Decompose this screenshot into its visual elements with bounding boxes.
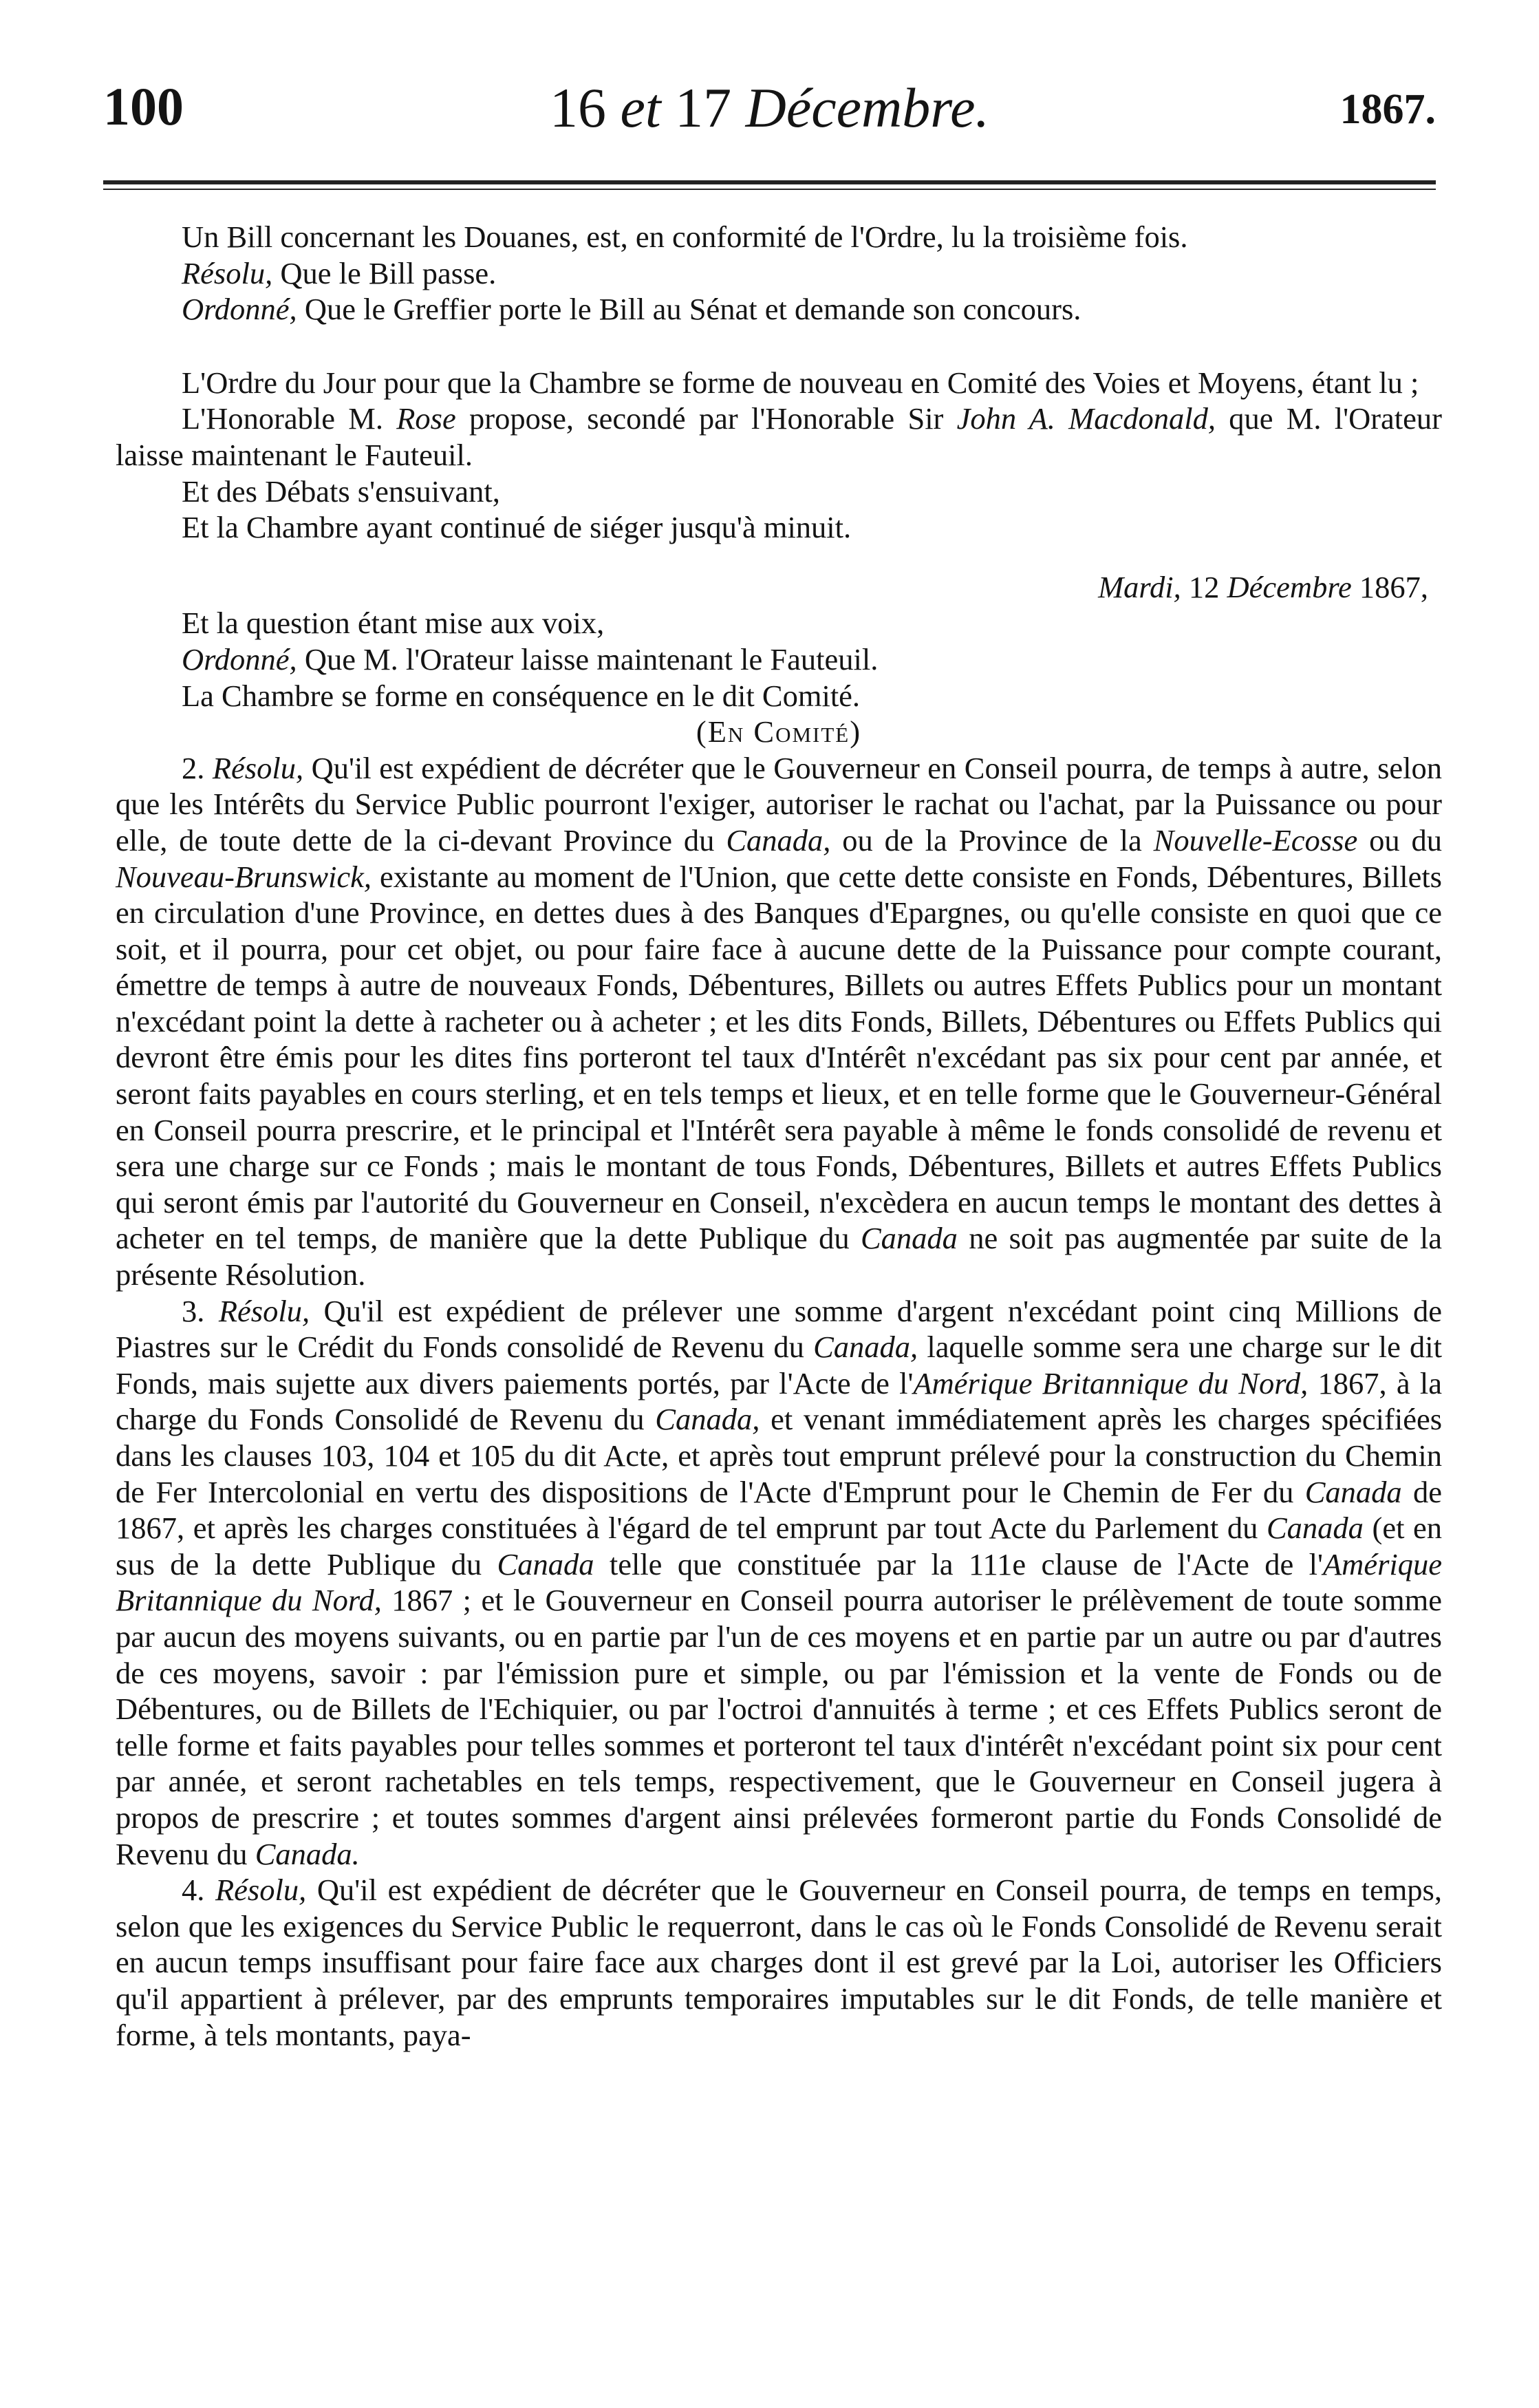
running-year: 1867. — [1339, 86, 1436, 133]
resolution-text: 1867 ; et le Gouverneur en Conseil pourra autoriser le prélèvement de toute somme par aucun des moyens suivants, ou en partie par l'un de ces moyens et en partie par un autre ou par d'autres de ces moyens, savoir : par l'émission pure et simple, ou par l'émission et la vente de Fonds ou de Débentures, ou de Billets de l'Echiquier, ou par l'octroi d'annuités à terme ; et ces Effets Publics seront de telle forme et faits payables pour telles sommes et porteront tel taux d'intérêt n'excédant point six pour cent par année, et seront rachetables en tels temps, respectivement, que le Gouverneur en Conseil jugera à propos de prescrire ; et toutes sommes d'argent ainsi prélevées formeront partie du Fonds Consolidé de Revenu du — [116, 1583, 1442, 1871]
resolution-text: telle que constituée par la 111e clause de l'Acte de l' — [609, 1546, 1323, 1581]
ordonne-label: Ordonné, — [182, 641, 297, 676]
resolution-text: ou de la Province de la — [842, 822, 1142, 857]
resolution-text: laquelle somme sera une charge sur le dit Fonds, mais sujette aux divers paiements portés, par l'Acte de l' — [116, 1330, 1443, 1400]
resolution-2 — [116, 750, 1442, 1293]
paragraph-debates: Et des Débats s'ensuivant, — [182, 473, 500, 509]
resolution-text: (et en sus de la dette Publique du — [116, 1511, 1443, 1581]
paragraph-text: Que le Bill passe. — [280, 255, 497, 290]
resolution-text: de 1867, et après les charges constituées à l'égard de tel emprunt par tout Acte du Parlement du — [116, 1474, 1443, 1546]
member-name-macdonald: John A. Macdonald, — [956, 401, 1216, 436]
resolution-number: 3. — [182, 1293, 205, 1328]
resolution-text: et venant immédiatement après les charges spécifiées dans les clauses 103, 104 et 105 du dit Acte, et après tout emprunt prélevé pour la construction du Chemin de Fer Intercolonial en vertu des dispositions de l'Acte d'Emprunt pour le Chemin de Fer du — [116, 1402, 1443, 1509]
place-name: Nouveau-Brunswick, — [116, 859, 372, 894]
title-day-2: 17 — [675, 76, 732, 139]
resolution-text: ou du — [1369, 822, 1443, 857]
paragraph-text: que M. l'Orateur laisse maintenant le Fauteuil. — [116, 401, 1442, 472]
paragraph-text: Que M. l'Orateur laisse maintenant le Fauteuil. — [304, 641, 879, 676]
title-day-1: 16 — [549, 76, 606, 139]
resolution-text: ne soit pas augmentée par suite de la présente Résolution. — [116, 1221, 1442, 1292]
header-rule-thick — [103, 180, 1436, 184]
place-name: Canada, — [655, 1402, 760, 1437]
resolution-4 — [116, 1872, 1442, 2053]
header-rule-thin — [103, 189, 1436, 190]
title-month: Décembre. — [745, 76, 990, 139]
paragraph-order-of-day: L'Ordre du Jour pour que la Chambre se forme de nouveau en Comité des Voies et Moyens, étant lu ; — [182, 365, 1419, 400]
date-day: 12 — [1188, 569, 1220, 604]
resolution-text: Qu'il est expédient de décréter que le Gouverneur en Conseil pourra, de temps à autre, selon que les Intérêts du Service Public pourront l'exiger, autoriser le rachat ou l'achat, par la Puissance ou pour elle, de toute dette de la ci-devant Province du — [116, 750, 1443, 857]
member-name-rose: Rose — [396, 401, 456, 436]
place-name: Canada. — [255, 1836, 360, 1871]
resolution-number: 4. — [182, 1873, 205, 1908]
body-text — [116, 219, 1442, 2053]
paragraph-text: propose, secondé par l'Honorable Sir — [469, 401, 944, 436]
ordonne-label: Ordonné, — [182, 292, 297, 327]
date-year: 1867, — [1359, 569, 1428, 604]
place-name: Canada — [1304, 1474, 1402, 1509]
paragraph-question: Et la question étant mise aux voix, — [182, 606, 605, 641]
paragraph-sitting: Et la Chambre ayant continué de siéger jusqu'à minuit. — [182, 510, 852, 545]
paragraph-gap — [116, 328, 1442, 365]
paragraph-text: L'Honorable M. — [182, 401, 383, 436]
place-name: Canada — [497, 1546, 594, 1581]
running-title — [103, 76, 1436, 140]
resolu-label: Résolu, — [212, 750, 304, 785]
resolution-text: existante au moment de l'Union, que cette dette consiste en Fonds, Débentures, Billets en circulation d'une Province, en dettes dues à des Banques d'Epargnes, ou qu'elle consiste en quoi que ce soit, et il pourra, pour cet objet, ou pour faire face à aucune dette de la Puissance pour compte courant, émettre de temps à autre de nouveaux Fonds, Débentures, Billets ou autres Effets Publics pour un montant n'excédant point la dette à racheter ou à acheter ; et les dits Fonds, Billets, Débentures ou Effets Publics qui devront être émis pour les dites fins porteront tel taux d'Intérêt n'excédant pas six pour cent par année, et seront faits payables en cours sterling, et en tels temps et lieux, et en telle forme que le Gouverneur-Général en Conseil pourra prescrire, et le principal et l'Intérêt sera payable à même le fonds consolidé de revenu et sera une charge sur ce Fonds ; mais le montant de tous Fonds, Débentures, Billets et autres Effets Publics qui seront émis par l'autorité du Gouverneur en Conseil, n'excèdera en aucun temps le montant des dettes à acheter en tel temps, de manière que la dette Publique du — [116, 859, 1442, 1256]
place-name: Canada — [860, 1221, 958, 1256]
date-weekday: Mardi, — [1098, 569, 1181, 604]
resolu-label: Résolu, — [215, 1873, 307, 1908]
place-name: Canada — [1266, 1511, 1364, 1546]
act-name: Amérique Britannique du Nord, — [913, 1365, 1309, 1400]
date-month: Décembre — [1227, 569, 1352, 604]
paragraph-bill-passes — [116, 255, 1442, 292]
place-name: Canada, — [726, 822, 831, 857]
committee-heading: (En Comité) — [696, 714, 862, 749]
paragraph-ordered — [116, 641, 1442, 678]
date-line — [116, 569, 1442, 606]
title-conjunction: et — [620, 76, 661, 139]
page-header — [103, 76, 1436, 145]
paragraph-committee-formed: La Chambre se forme en conséquence en le dit Comité. — [182, 678, 861, 713]
paragraph-bill-reading: Un Bill concernant les Douanes, est, en conformité de l'Ordre, lu la troisième fois. — [182, 220, 1188, 254]
resolution-text: Qu'il est expédient de décréter que le Gouverneur en Conseil pourra, de temps en temps, selon que les exigences du Service Public le requerront, dans le cas où le Fonds Consolidé de Revenu serait en aucun temps insuffisant pour faire face aux charges dont il est grevé par la Loi, autoriser les Officiers qu'il appartient à prélever, par des emprunts temporaires imputables sur le dit Fonds, de telle manière et forme, à tels montants, paya- — [116, 1873, 1443, 2052]
place-name: Nouvelle-Ecosse — [1153, 822, 1358, 857]
page-number: 100 — [103, 76, 184, 136]
resolu-label: Résolu, — [182, 255, 273, 290]
paragraph-motion — [116, 401, 1442, 473]
resolution-number: 2. — [182, 750, 205, 785]
act-name: Amérique Britannique du Nord, — [116, 1546, 1443, 1618]
paragraph-clerk-order — [116, 291, 1442, 328]
resolution-text: Qu'il est expédient de prélever une somme d'argent n'excédant point cinq Millions de Piastres sur le Crédit du Fonds consolidé de Revenu du — [116, 1293, 1442, 1365]
resolution-text: 1867, à la charge du Fonds Consolidé de Revenu du — [116, 1365, 1442, 1437]
paragraph-text: Que le Greffier porte le Bill au Sénat et demande son concours. — [304, 292, 1081, 327]
resolution-3 — [116, 1293, 1442, 1873]
place-name: Canada, — [813, 1330, 918, 1365]
resolu-label: Résolu, — [218, 1293, 310, 1328]
